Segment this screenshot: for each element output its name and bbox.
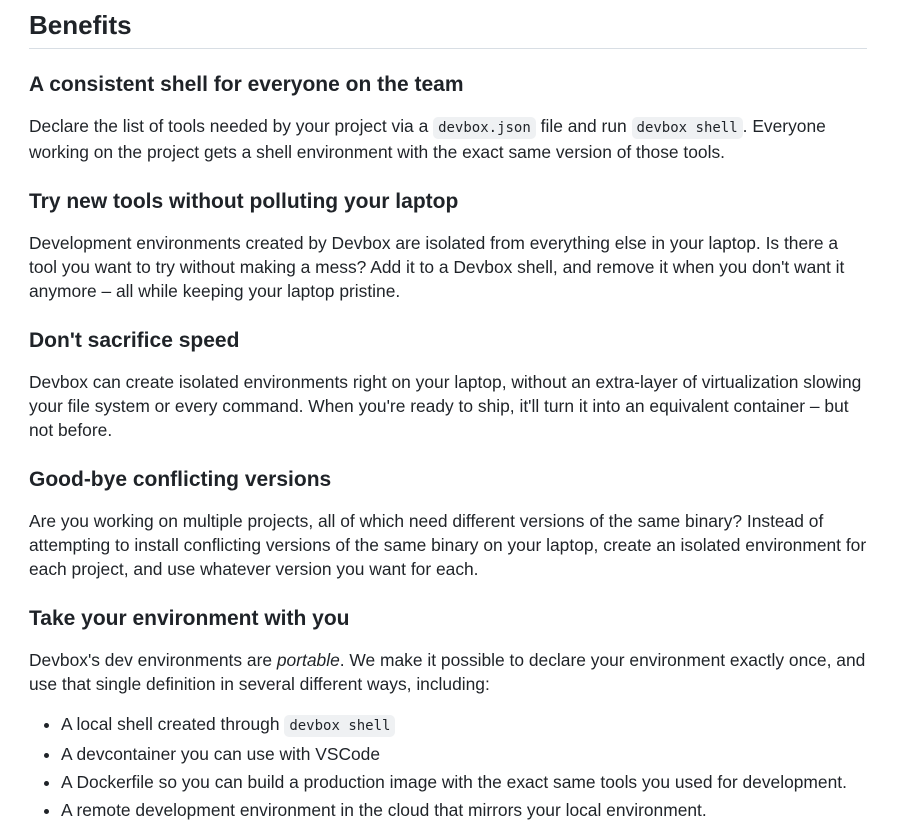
page-title: Benefits <box>29 0 867 49</box>
section-heading-try-new-tools: Try new tools without polluting your laptop <box>29 190 459 213</box>
section-paragraph-take-environment <box>29 648 867 696</box>
inline-code-devbox-shell: devbox shell <box>284 715 395 737</box>
list-item <box>61 742 867 766</box>
section-paragraph-conflicting-versions: Are you working on multiple projects, all of which need different versions of the same binary? Instead of attempting to install conflicting versions of the same binary on your laptop, create an isolated environment for each project, and use whatever version you want for each. <box>29 511 867 579</box>
list-item <box>61 770 867 794</box>
inline-code-devbox-json: devbox.json <box>433 117 536 139</box>
section-heading-take-environment: Take your environment with you <box>29 607 350 630</box>
paragraph-text: Devbox's dev environments are <box>29 650 277 670</box>
environment-usage-list <box>29 712 867 822</box>
list-item <box>61 798 867 822</box>
section-heading-consistent-shell: A consistent shell for everyone on the team <box>29 73 464 96</box>
emphasis-portable: portable <box>276 650 340 670</box>
paragraph-text: . We make it possible to declare your environment exactly once, and use that single definition in several different ways, including: <box>29 650 866 694</box>
list-item-text: A devcontainer you can use with VSCode <box>61 744 381 764</box>
section-heading-speed: Don't sacrifice speed <box>29 329 240 352</box>
section-heading-conflicting-versions: Good-bye conflicting versions <box>29 468 332 491</box>
section-paragraph-consistent-shell <box>29 114 867 164</box>
paragraph-text: Declare the list of tools needed by your project via a <box>29 116 434 136</box>
list-item-text: A Dockerfile so you can build a production image with the exact same tools you used for development. <box>61 772 847 792</box>
paragraph-text: file and run <box>535 116 632 136</box>
list-item <box>61 712 867 738</box>
list-item-text: A local shell created through <box>61 714 285 734</box>
paragraph-text: . Everyone working on the project gets a shell environment with the exact same version of those tools. <box>29 116 826 162</box>
section-paragraph-speed: Devbox can create isolated environments right on your laptop, without an extra-layer of virtualization slowing your file system or every command. When you're ready to ship, it'll turn it into an equivalent container – but not before. <box>29 372 862 440</box>
list-item-text: A remote development environment in the cloud that mirrors your local environment. <box>61 800 707 820</box>
inline-code-devbox-shell: devbox shell <box>632 117 743 139</box>
section-paragraph-try-new-tools: Development environments created by Devbox are isolated from everything else in your laptop. Is there a tool you want to try without making a mess? Add it to a Devbox shell, and remove it when you don't want it anymore – all while keeping your laptop pristine. <box>29 233 845 301</box>
